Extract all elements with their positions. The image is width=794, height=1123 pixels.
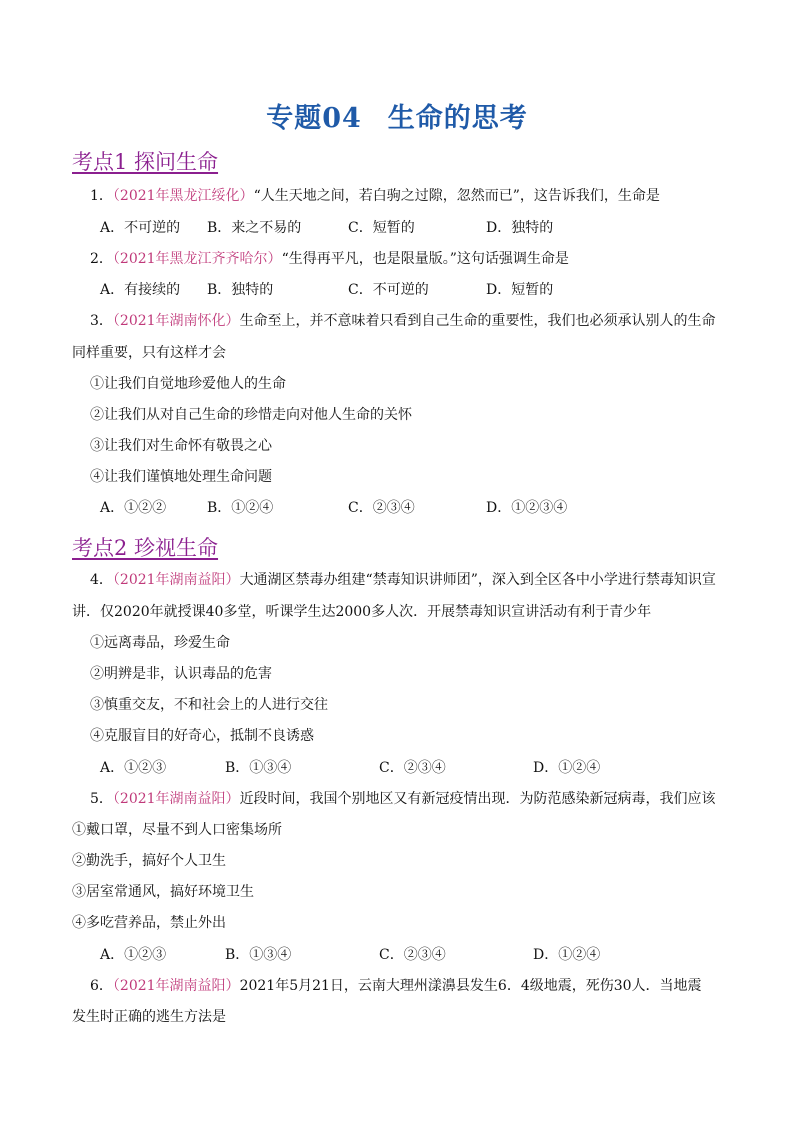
statement-item: ①远离毒品，珍爱生命 [90,635,230,651]
question-number: 2． [90,251,113,267]
title-number: 专题04 [266,103,362,134]
statement-item: ②让我们从对自己生命的珍惜走向对他人生命的关怀 [90,407,412,423]
option-c: C．②③④ [379,947,446,963]
question-text: 大通湖区禁毒办组建“禁毒知识讲师团”，深入到全区各中小学进行禁毒知识宣 [239,572,716,588]
section-heading-1: 考点1 探问生命 [72,150,219,174]
option-b: B．独特的 [207,282,274,298]
option-d: D．①②④ [533,947,601,963]
question-number: 1． [90,188,113,204]
question-source: （2021年黑龙江绥化） [112,188,254,204]
question-source: （2021年湖南益阳） [112,791,240,807]
question-source: （2021年湖南怀化） [112,313,240,329]
option-a: A．有接续的 [100,282,181,298]
statement-item: ②勤洗手，搞好个人卫生 [72,853,226,869]
statement-item: ③慎重交友，不和社会上的人进行交往 [90,697,328,713]
section-heading-2: 考点2 珍视生命 [72,536,219,560]
statement-item: ④让我们谨慎地处理生命问题 [90,469,272,485]
statement-item: ①让我们自觉地珍爱他人的生命 [90,376,286,392]
option-a: A．①②② [100,500,167,516]
question-number: 4． [90,572,113,588]
question-text: 生命至上，并不意味着只看到自己生命的重要性，我们也必须承认别人的生命 [239,313,716,329]
statement-item: ④多吃营养品，禁止外出 [72,915,226,931]
question-2 [90,248,569,268]
option-b: B．来之不易的 [207,220,302,236]
question-source: （2021年湖南益阳） [112,572,240,588]
option-a: A．①②③ [100,760,167,776]
question-number: 3． [90,313,113,329]
title-text: 生命的思考 [387,103,528,134]
option-a: A．不可逆的 [100,220,181,236]
question-text: “人生天地之间，若白驹之过隙，忽然而已”，这告诉我们，生命是 [253,188,660,204]
statement-item: ④克服盲目的好奇心，抵制不良诱惑 [90,728,314,744]
statement-item: ③让我们对生命怀有敬畏之心 [90,438,272,454]
question-text: “生得再平凡，也是限量版。”这句话强调生命是 [281,251,569,267]
option-c: C．不可逆的 [348,282,429,298]
question-text: 近段时间，我国个别地区又有新冠疫情出现．为防范感染新冠病毒，我们应该 [239,791,716,807]
question-3 [90,310,716,330]
option-d: D．短暂的 [486,282,554,298]
question-5 [90,788,716,808]
question-6 [90,975,702,995]
question-4-continuation: 讲．仅2020年就授课40多堂，听课学生达2000多人次．开展禁毒知识宣讲活动有利于青少年 [72,604,652,620]
option-c: C．短暂的 [348,220,415,236]
question-4 [90,569,716,589]
question-number: 5． [90,791,113,807]
option-d: D．①②③④ [486,500,568,516]
option-a: A．①②③ [100,947,167,963]
option-c: C．②③④ [348,500,415,516]
question-6-continuation: 发生时正确的逃生方法是 [72,1009,226,1025]
option-c: C．②③④ [379,760,446,776]
question-1 [90,185,660,205]
page-title [0,96,794,135]
option-d: D．独特的 [486,220,554,236]
option-d: D．①②④ [533,760,601,776]
option-b: B．①③④ [225,760,292,776]
statement-item: ③居室常通风，搞好环境卫生 [72,884,254,900]
option-b: B．①③④ [225,947,292,963]
question-number: 6． [90,978,113,994]
statement-item: ①戴口罩，尽量不到人口密集场所 [72,822,282,838]
question-text: 2021年5月21日，云南大理州漾濞县发生6．4级地震，死伤30人．当地震 [239,978,702,994]
statement-item: ②明辨是非，认识毒品的危害 [90,666,272,682]
question-source: （2021年湖南益阳） [112,978,240,994]
question-source: （2021年黑龙江齐齐哈尔） [112,251,282,267]
option-b: B．①②④ [207,500,274,516]
question-3-continuation: 同样重要，只有这样才会 [72,345,226,361]
